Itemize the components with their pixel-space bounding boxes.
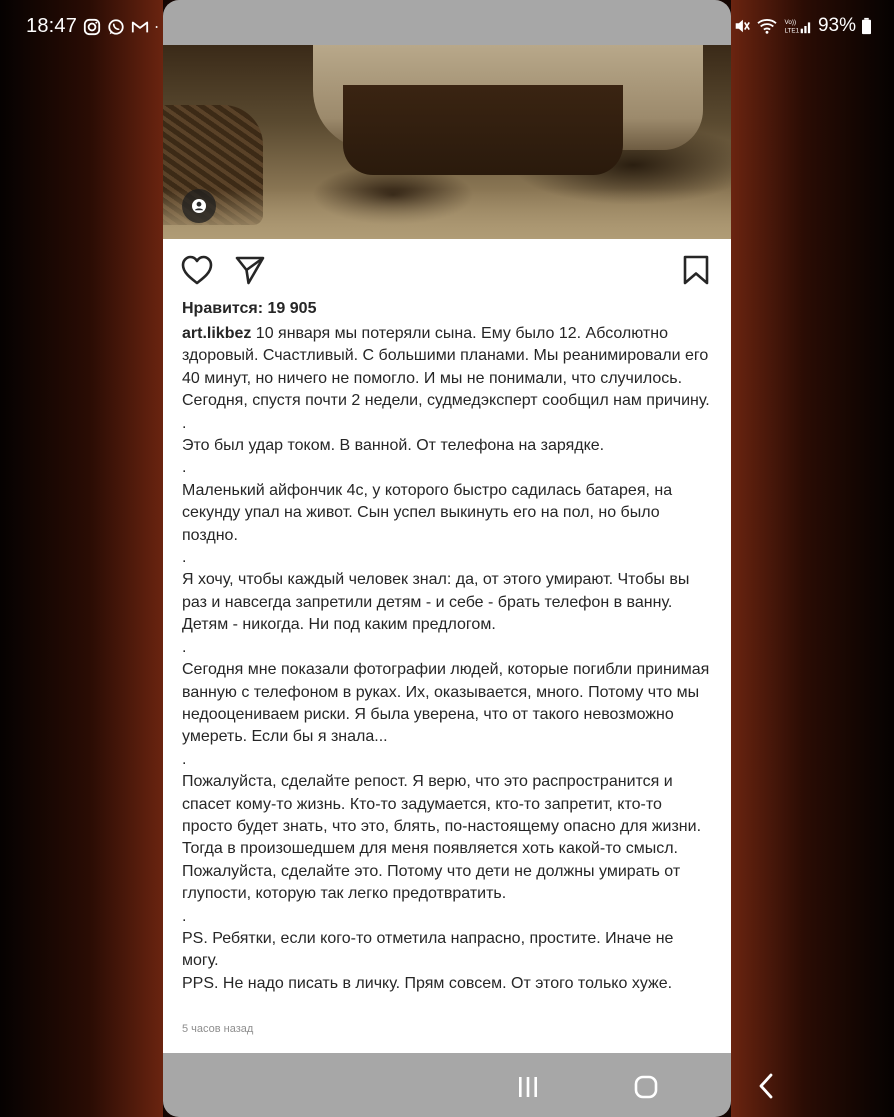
like-button[interactable] (180, 253, 214, 287)
recents-button[interactable] (510, 1069, 546, 1105)
caption-paragraph: PPS. Не надо писать в личку. Прям совсем. От этого только хуже. (182, 974, 673, 992)
image-region-skirt (343, 85, 623, 175)
post-timestamp: 5 часов назад (182, 1023, 254, 1035)
caption-paragraph: Маленький айфончик 4с, у которого быстро садилась батарея, на секунду упал на живот. Сын успел выкинуть его на пол, но было поздно. (182, 481, 673, 544)
caption-text: 10 января мы потеряли сына. Ему было 12. Абсолютно здоровый. Счастливый. С большими планами. Мы реанимировали его 40 минут, но ничего не помогло. И мы не понимали, что случилось. Сегодня, спустя почти 2 недели, судмедэксперт сообщил нам причину. (182, 325, 710, 410)
wifi-icon (756, 17, 778, 35)
home-icon (633, 1074, 659, 1100)
caption-paragraph (182, 323, 714, 413)
user-tag-button[interactable] (182, 189, 216, 223)
post-content (163, 239, 731, 1053)
volte-signal-icon (783, 17, 813, 35)
battery-icon (861, 17, 872, 35)
caption-separator: . (182, 750, 187, 768)
post-image[interactable] (163, 45, 731, 239)
caption-paragraph: Это был удар током. В ванной. От телефона на зарядке. (182, 437, 605, 455)
post-caption (182, 323, 714, 995)
gmail-icon (131, 18, 149, 36)
caption-paragraph: Сегодня мне показали фотографии людей, которые погибли принимая ванную с телефоном в руках. Их, оказывается, много. Потому что мы недооцениваем риски. Я была уверена, что от такого невозможно умереть. Если бы я знала... (182, 661, 710, 746)
recents-icon (516, 1075, 540, 1099)
home-button[interactable] (628, 1069, 664, 1105)
caption-separator: . (182, 414, 187, 432)
user-tag-icon (191, 198, 207, 214)
post-actions (163, 239, 731, 299)
back-icon (757, 1072, 775, 1100)
navigation-bar (163, 1053, 731, 1117)
send-icon (234, 254, 266, 286)
status-time: 18:47 (26, 15, 78, 37)
status-right (710, 15, 872, 37)
status-left (26, 15, 163, 38)
background-left (0, 0, 163, 1117)
bookmark-icon (682, 254, 710, 286)
back-button[interactable] (750, 1068, 782, 1104)
mute-icon (733, 17, 751, 35)
whatsapp-icon (107, 18, 125, 36)
caption-separator: . (182, 459, 187, 477)
background-right (731, 0, 894, 1117)
heart-icon (180, 254, 214, 286)
svg-text:LTE1: LTE1 (784, 27, 800, 35)
caption-separator: . (182, 907, 187, 925)
caption-separator: . (182, 638, 187, 656)
app-window (163, 0, 731, 1117)
dot-icon (155, 18, 163, 36)
caption-paragraph: Пожалуйста, сделайте репост. Я верю, что это распространится и спасет кому-то жизнь. Кто-то задумается, кто-то запретит, кто-то просто будет знать, что это, блять, по-настоящему опасно для жизни. Тогда в произошедшем для меня появляется хоть какой-то смысл. Пожалуйста, сделайте это. Потому что дети не должны умирать от глупости, которую так легко предотвратить. (182, 773, 702, 903)
caption-paragraph: PS. Ребятки, если кого-то отметила напрасно, простите. Иначе не могу. (182, 929, 674, 970)
image-region-floor (163, 189, 731, 239)
save-button[interactable] (679, 253, 713, 287)
username-link[interactable]: art.likbez (182, 325, 252, 342)
svg-text:Vo)): Vo)) (784, 19, 797, 27)
battery-level: 93% (817, 15, 856, 36)
instagram-icon (83, 18, 101, 36)
likes-count[interactable]: Нравится: 19 905 (182, 300, 317, 317)
caption-separator: . (182, 549, 187, 567)
window-top-bar (163, 0, 731, 45)
share-button[interactable] (233, 253, 267, 287)
caption-paragraph: Я хочу, чтобы каждый человек знал: да, от этого умирают. Чтобы вы раз и навсегда запретили детям - и себе - брать телефон в ванну. Детям - никогда. Ни под каким предлогом. (182, 571, 690, 634)
